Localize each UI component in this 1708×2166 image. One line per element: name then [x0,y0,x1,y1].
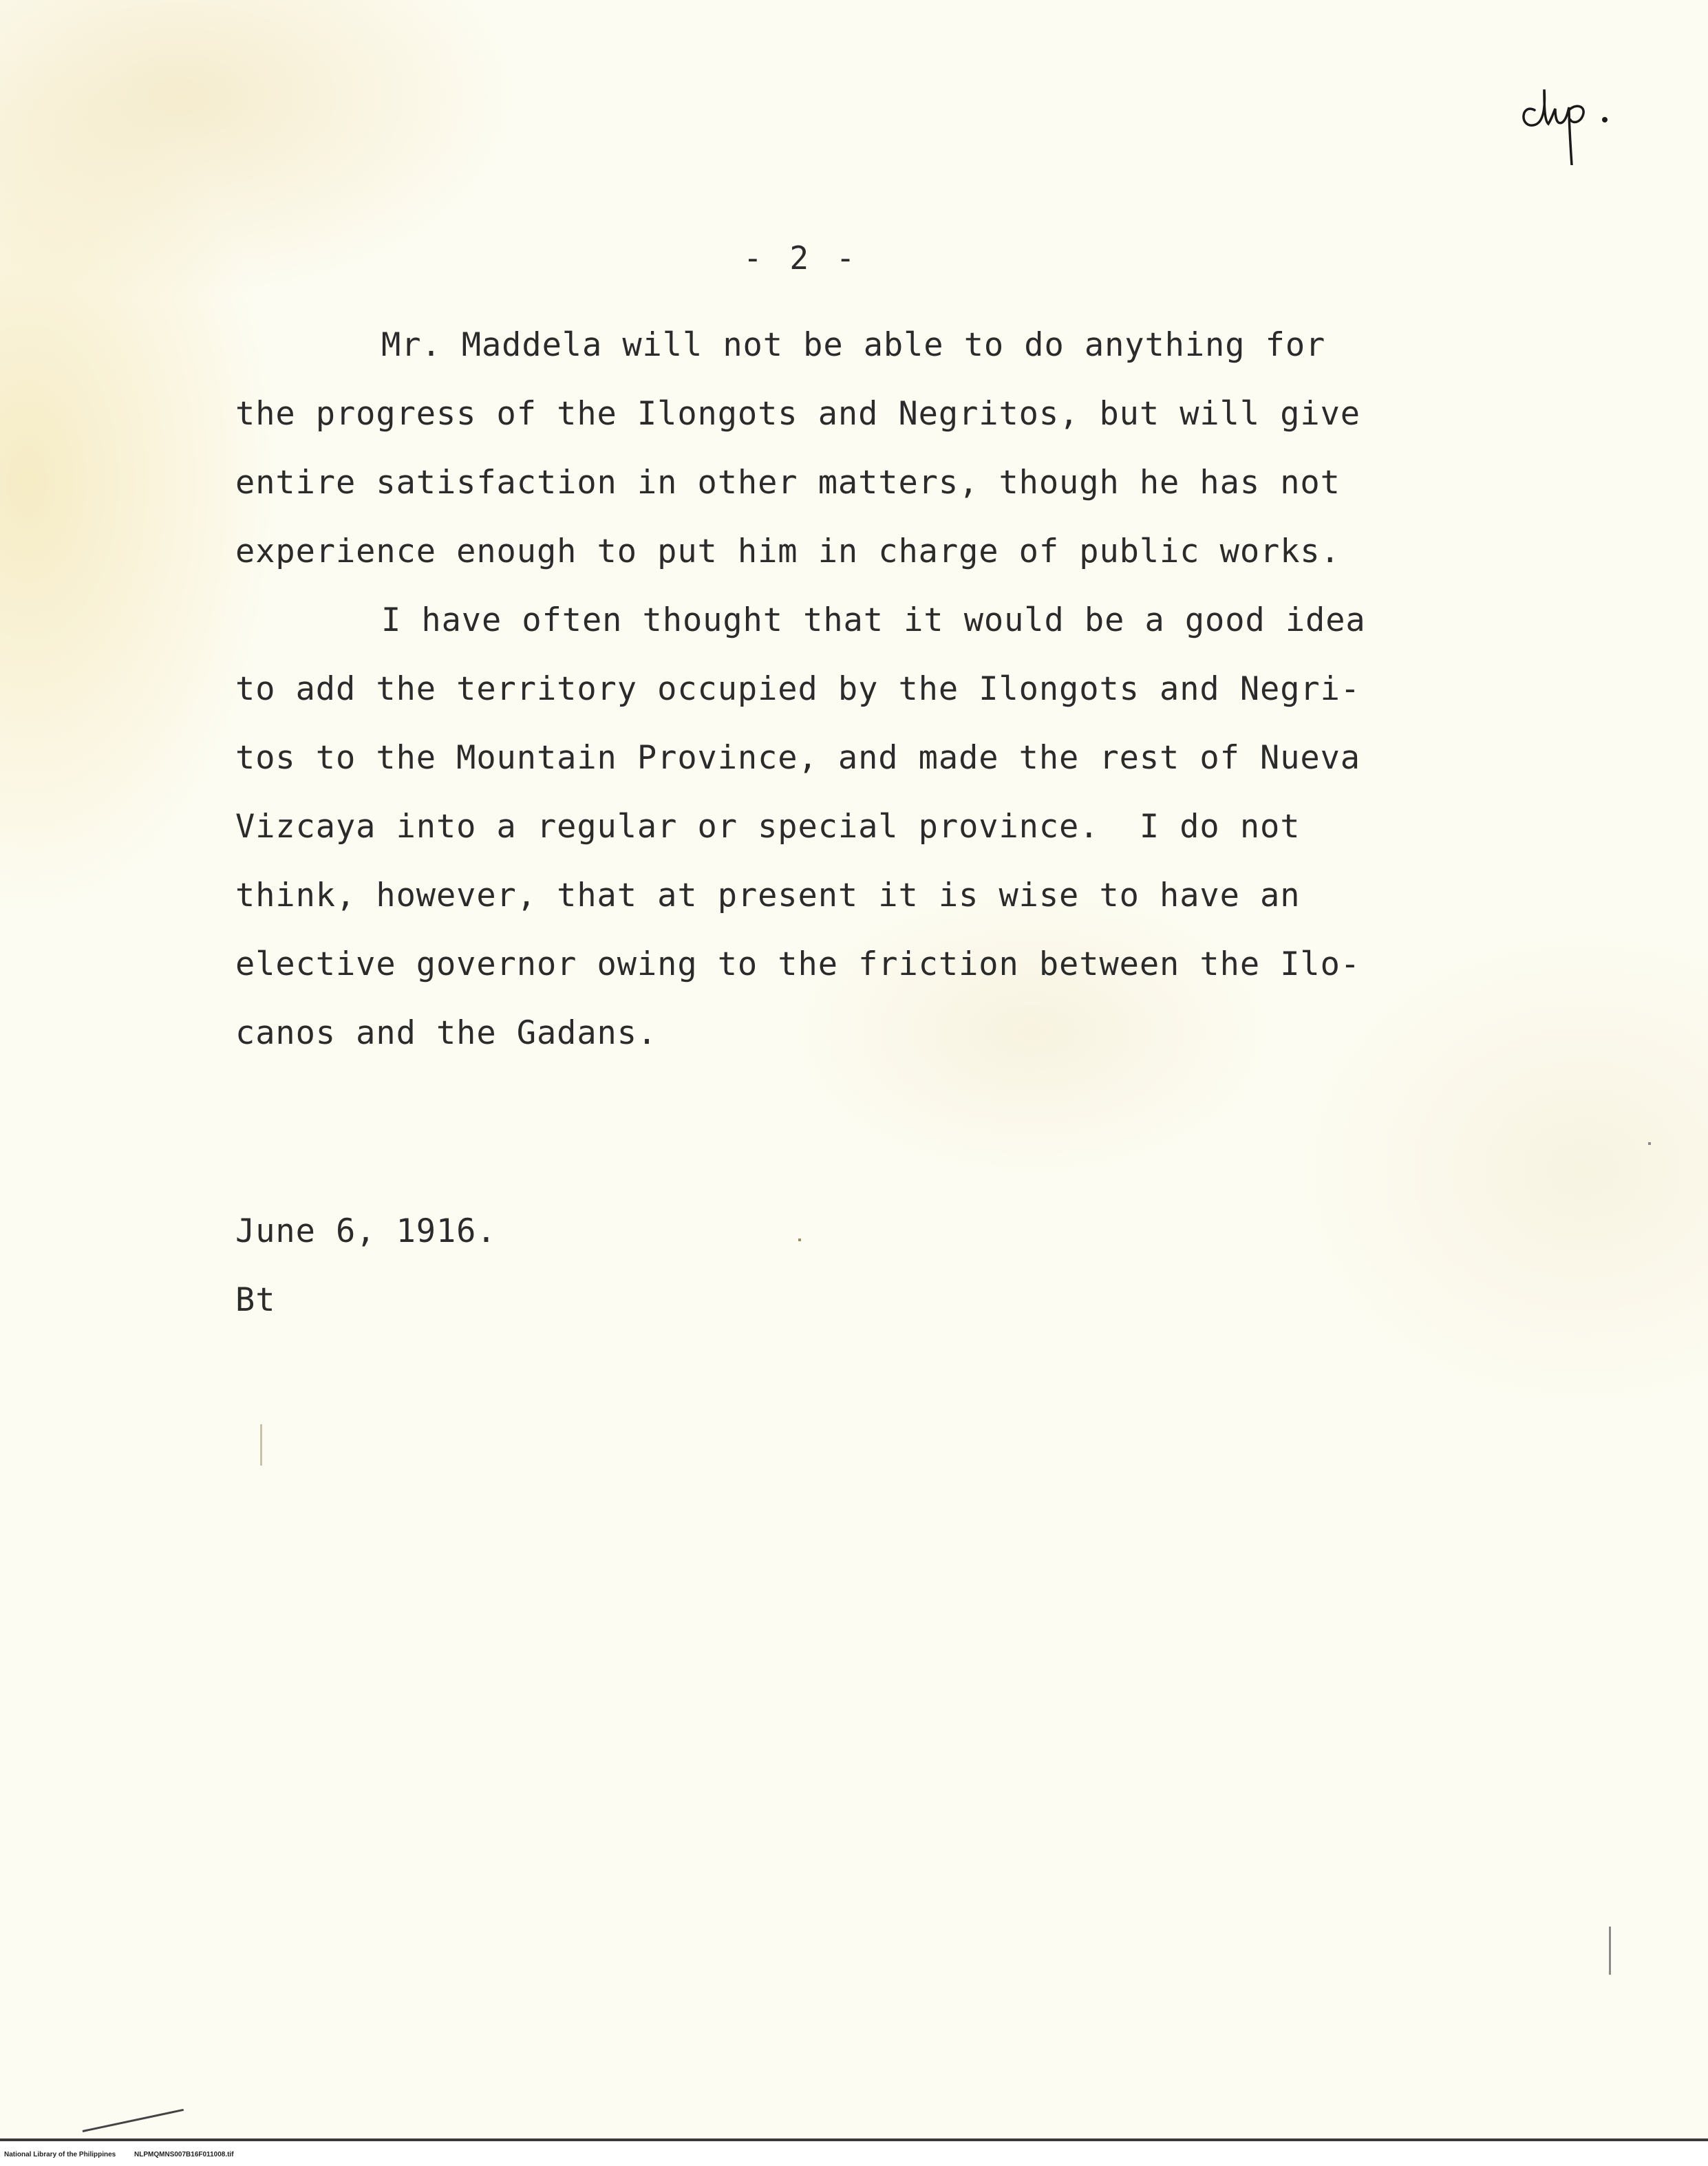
text-line: Mr. Maddela will not be able to do anything for [381,326,1326,364]
text-line: I have often thought that it would be a good idea [381,601,1366,639]
text-line: experience enough to put him in charge of public works. [235,533,1341,570]
library-name: National Library of the Philippines [4,2151,116,2158]
letter-body [235,311,1488,1068]
page-number: - 2 - [743,239,860,277]
text-line: tos to the Mountain Province, and made the rest of Nueva [235,739,1360,777]
text-line: Vizcaya into a regular or special province. I do not [235,808,1301,846]
scan-footer-strip [0,2141,1708,2166]
file-identifier: NLPMQMNS007B16F011008.tif [134,2151,234,2158]
handwritten-dup-mark [1514,62,1638,165]
letter-date: June 6, 1916. [235,1212,497,1250]
text-line: think, however, that at present it is wise to have an [235,877,1301,914]
text-line: canos and the Gadans. [235,1014,658,1052]
typist-initials: Bt [235,1281,276,1319]
scan-footer-caption [4,2151,250,2158]
text-line: elective governor owing to the friction between the Ilo- [235,945,1360,983]
paper-speck [260,1424,262,1466]
paper-speck [798,1239,801,1241]
text-line: entire satisfaction in other matters, though he has not [235,464,1341,502]
handwritten-note [1514,62,1638,165]
text-line: to add the territory occupied by the Ilongots and Negri- [235,670,1360,708]
paper-speck [1609,1927,1611,1975]
text-line: the progress of the Ilongots and Negritos, but will give [235,395,1360,433]
paper-speck [1648,1142,1651,1145]
